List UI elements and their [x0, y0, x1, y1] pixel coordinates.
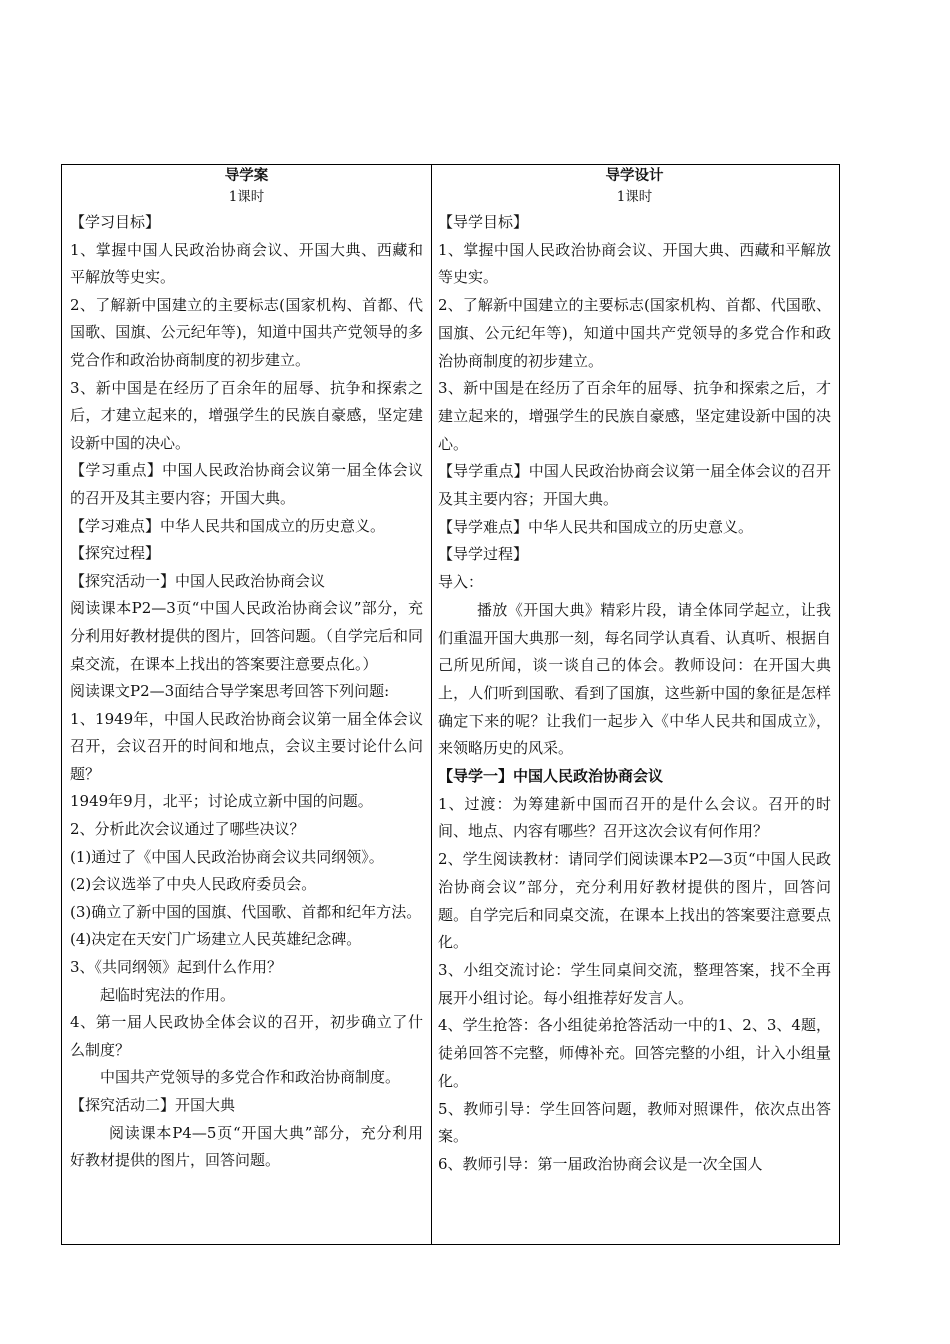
paragraph: 阅读课本P2—3页“中国人民政治协商会议”部分，充分利用好教材提供的图片，回答问题。（自学完后和同桌交流，在课本上找出的答案要注意要点化。） [70, 599, 423, 673]
question: 1、1949年，中国人民政治协商会议第一届全体会议召开，会议召开的时间和地点，会议主要讨论什么问题？ [70, 709, 423, 783]
paragraph: 【导学难点】中华人民共和国成立的历史意义。 [438, 517, 754, 536]
column-subtitle: 1课时 [616, 189, 653, 205]
section-heading: 【导学一】中国人民政治协商会议 [438, 767, 664, 786]
paragraph: 阅读课本P4—5页“开国大典”部分，充分利用好教材提供的图片，回答问题。 [70, 1123, 423, 1170]
section-heading: 【探究活动一】中国人民政治协商会议 [70, 571, 326, 590]
paragraph: 2、了解新中国建立的主要标志(国家机构、首都、代国歌、国旗、公元纪年等)，知道中国共产党领导的多党合作和政治协商制度的初步建立。 [70, 295, 423, 369]
paragraph: 播放《开国大典》精彩片段，请全体同学起立，让我们重温开国大典那一刻，每名同学认真看、认真听、根据自己所见所闻，谈一谈自己的体会。教师设问：在开国大典上，人们听到国歌、看到了国旗，这些新中国的象征是怎样确定下来的呢？让我们一起步入《中华人民共和国成立》，来领略历史的风采。 [438, 600, 831, 758]
answer: 1949年9月，北平；讨论成立新中国的问题。 [70, 792, 373, 811]
section-heading: 【探究活动二】开国大典 [70, 1096, 236, 1114]
step: 3、小组交流讨论：学生同桌间交流，整理答案，找不全再展开小组讨论。每小组推荐好发言人。 [438, 960, 831, 1007]
paragraph: 3、新中国是在经历了百余年的屈辱、抗争和探索之后，才建立起来的，增强学生的民族自豪感，坚定建设新中国的决心。 [70, 378, 423, 452]
answer: 中国共产党领导的多党合作和政治协商制度。 [100, 1068, 401, 1087]
answer: 起临时宪法的作用。 [100, 985, 236, 1004]
paragraph: 【学习难点】中华人民共和国成立的历史意义。 [70, 516, 386, 535]
step: 6、教师引导：第一届政治协商会议是一次全国人 [438, 1154, 763, 1173]
question: 2、分析此次会议通过了哪些决议？ [70, 820, 305, 839]
section-heading: 【学习目标】 [70, 213, 161, 231]
section-heading: 【探究过程】 [70, 544, 161, 563]
answer: (3)确立了新中国的国旗、代国歌、首都和纪年方法。 [70, 902, 422, 921]
column-subtitle: 1课时 [228, 189, 265, 205]
paragraph: 1、掌握中国人民政治协商会议、开国大典、西藏和平解放等史实。 [70, 240, 423, 287]
step: 2、学生阅读教材：请同学们阅读课本P2—3页“中国人民政治协商会议”部分，充分利用好教材提供的图片，回答问题。自学完后和同桌交流，在课本上找出的答案要注意要点化。 [438, 850, 831, 952]
lesson-plan-table [61, 164, 840, 1245]
paragraph: 3、新中国是在经历了百余年的屈辱、抗争和探索之后，才建立起来的，增强学生的民族自豪感，坚定建设新中国的决心。 [438, 379, 831, 453]
paragraph: 1、掌握中国人民政治协商会议、开国大典、西藏和平解放等史实。 [438, 240, 831, 287]
column-title: 导学设计 [605, 167, 664, 184]
answer: (1)通过了《中国人民政治协商会议共同纲领》。 [70, 847, 384, 866]
step: 4、学生抢答：各小组徒弟抢答活动一中的1、2、3、4题，徒弟回答不完整，师傅补充。回答完整的小组，计入小组量化。 [438, 1016, 831, 1090]
column-title: 导学案 [224, 167, 269, 184]
step: 1、过渡：为筹建新中国而召开的是什么会议。召开的时间、地点、内容有哪些？召开这次会议有何作用？ [438, 794, 831, 841]
paragraph: 【导学重点】中国人民政治协商会议第一届全体会议的召开及其主要内容；开国大典。 [438, 462, 831, 509]
answer: (4)决定在天安门广场建立人民英雄纪念碑。 [70, 930, 362, 949]
paragraph: 【学习重点】中国人民政治协商会议第一届全体会议的召开及其主要内容；开国大典。 [70, 461, 423, 507]
question: 3、《共同纲领》起到什么作用？ [70, 958, 283, 977]
study-guide-column [62, 165, 432, 1244]
paragraph: 导入： [438, 573, 484, 592]
answer: (2)会议选举了中央人民政府委员会。 [70, 875, 317, 894]
question: 4、第一届人民政协全体会议的召开，初步确立了什么制度？ [70, 1013, 423, 1059]
paragraph: 阅读课文P2—3面结合导学案思考回答下列问题: [70, 682, 390, 701]
section-heading: 【导学过程】 [438, 545, 529, 564]
paragraph: 2、了解新中国建立的主要标志(国家机构、首都、代国歌、国旗、公元纪年等)，知道中国共产党领导的多党合作和政治协商制度的初步建立。 [438, 296, 831, 370]
section-heading: 【导学目标】 [438, 213, 529, 231]
teaching-design-column [432, 165, 839, 1244]
step: 5、教师引导：学生回答问题，教师对照课件，依次点出答案。 [438, 1099, 831, 1146]
